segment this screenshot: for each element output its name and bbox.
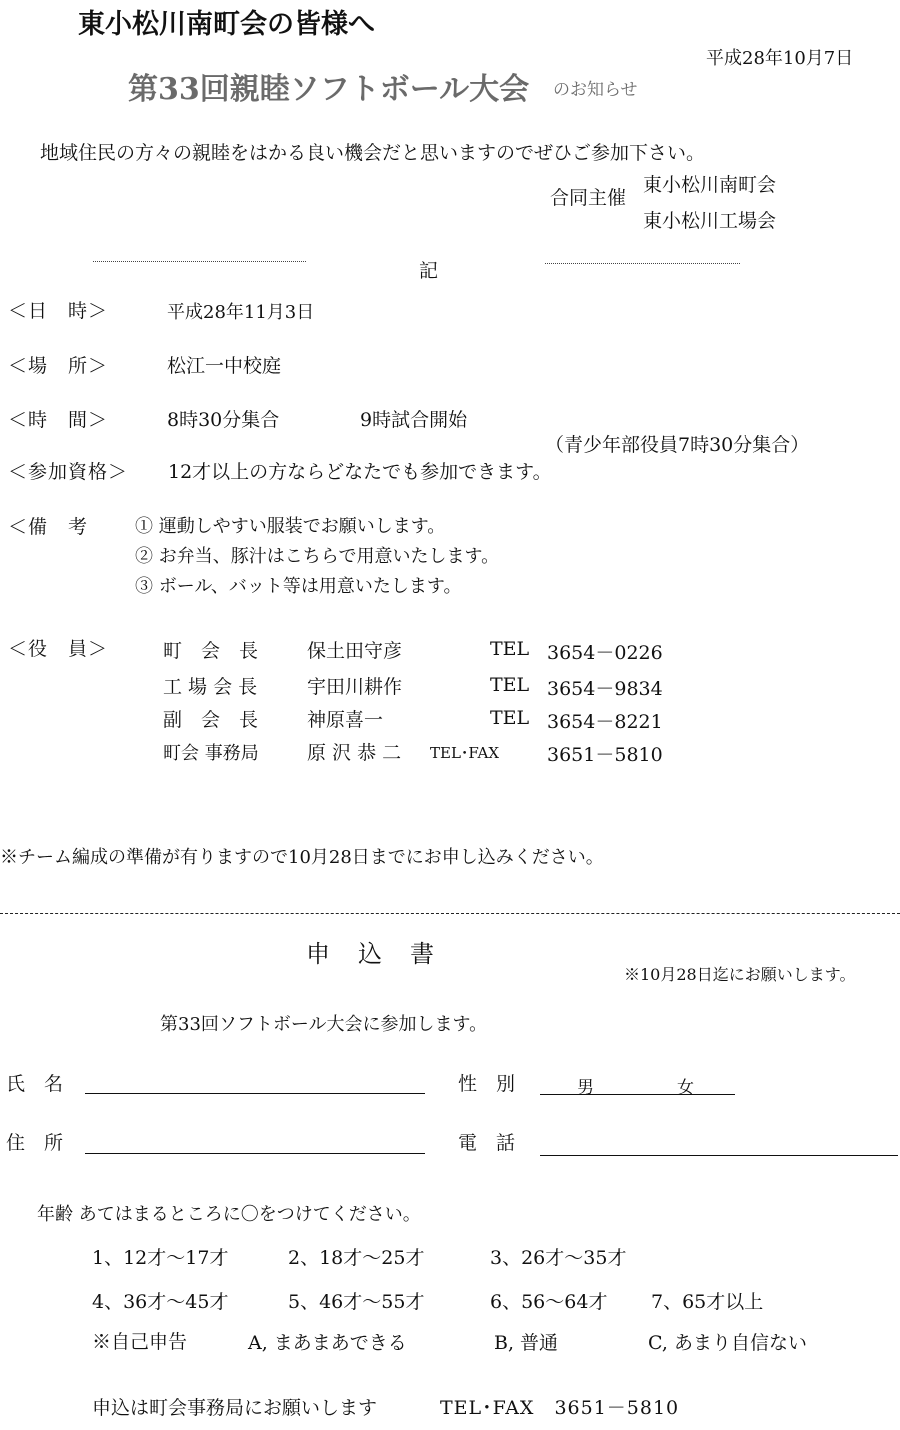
organizer-name: 東小松川南町会 [643, 174, 777, 196]
eligibility-label: ＜参加資格＞ [8, 461, 129, 483]
officer-name: 宇田川耕作 [307, 676, 403, 698]
officer-role: 町会 事務局 [163, 743, 259, 764]
datetime-value: 平成28年11月3日 [167, 302, 315, 323]
gender-field [540, 1094, 735, 1095]
place-label: ＜場 所＞ [8, 355, 109, 377]
phone-field[interactable] [540, 1155, 898, 1156]
organizer-label: 合同主催 [550, 187, 627, 209]
remark-item: ② お弁当、豚汁はこちらで用意いたします。 [135, 546, 500, 567]
officer-name: 原 沢 恭 二 [307, 742, 402, 764]
self-assessment-option[interactable]: C, あまり自信ない [648, 1332, 807, 1354]
age-option[interactable]: 7、65才以上 [651, 1291, 764, 1313]
officer-tel: 3654－8221 [547, 711, 663, 733]
gender-male-option[interactable]: 男 [577, 1078, 594, 1098]
age-instruction: 年齢 あてはまるところに〇をつけてください。 [37, 1204, 421, 1225]
officer-role: 工 場 会 長 [163, 676, 258, 698]
age-option[interactable]: 2、18才～25才 [288, 1247, 425, 1269]
officer-tel-label: TEL [490, 638, 530, 660]
self-assessment-label: ※自己申告 [92, 1331, 188, 1353]
officer-name: 保土田守彦 [307, 640, 403, 662]
officer-tel-label: TEL･FAX [430, 744, 500, 762]
officer-tel: 3654－0226 [547, 642, 663, 664]
self-assessment-option[interactable]: A, まあまあできる [248, 1332, 407, 1354]
age-option[interactable]: 4、36才～45才 [92, 1291, 229, 1313]
name-label: 氏 名 [6, 1073, 64, 1095]
officer-name: 神原喜一 [307, 709, 384, 731]
cut-line [0, 913, 900, 914]
form-statement: 第33回ソフトボール大会に参加します。 [160, 1014, 488, 1035]
remark-item: ① 運動しやすい服装でお願いします。 [135, 516, 446, 537]
start-time: 9時試合開始 [360, 409, 468, 431]
assembly-time: 8時30分集合 [167, 409, 280, 431]
age-option[interactable]: 3、26才～35才 [490, 1247, 627, 1269]
place-value: 松江一中校庭 [167, 355, 282, 377]
remarks-label: ＜備 考 [8, 516, 89, 538]
age-option[interactable]: 1、12才～17才 [92, 1247, 229, 1269]
submit-tel: TEL･FAX 3651－5810 [440, 1397, 680, 1419]
ki-label: 記 [419, 260, 439, 282]
name-field[interactable] [85, 1093, 425, 1094]
officer-tel: 3651－5810 [547, 744, 663, 766]
divider-right [545, 263, 740, 264]
notice-date: 平成28年10月7日 [706, 48, 854, 69]
submit-note: 申込は町会事務局にお願いします [92, 1397, 378, 1419]
datetime-label: ＜日 時＞ [8, 300, 109, 322]
intro-text: 地域住民の方々の親睦をはかる良い機会だと思いますのでぜひご参加下さい。 [40, 142, 706, 164]
staff-assembly-note: （青少年部役員7時30分集合） [545, 434, 810, 456]
officer-tel-label: TEL [490, 674, 530, 696]
officers-label: ＜役 員＞ [8, 638, 109, 660]
event-title: 第33回親睦ソフトボール大会 [128, 72, 530, 107]
officer-role: 副 会 長 [163, 709, 259, 731]
remark-item: ③ ボール、バット等は用意いたします。 [135, 576, 462, 597]
form-title: 申 込 書 [306, 940, 436, 968]
form-deadline: ※10月28日迄にお願いします。 [624, 965, 856, 984]
organizer-name: 東小松川工場会 [643, 210, 777, 232]
deadline-note: ※チーム編成の準備が有りますので10月28日までにお申し込みください。 [0, 847, 604, 868]
phone-label: 電 話 [458, 1132, 516, 1154]
time-label: ＜時 間＞ [8, 409, 109, 431]
self-assessment-option[interactable]: B, 普通 [494, 1332, 559, 1354]
divider-left [93, 261, 306, 262]
officer-role: 町 会 長 [163, 640, 259, 662]
age-option[interactable]: 5、46才～55才 [288, 1291, 425, 1313]
address-label: 住 所 [6, 1132, 64, 1154]
address-field[interactable] [85, 1153, 425, 1154]
gender-female-option[interactable]: 女 [677, 1078, 694, 1098]
addressee: 東小松川南町会の皆様へ [78, 9, 375, 40]
eligibility-value: 12才以上の方ならどなたでも参加できます。 [168, 461, 552, 483]
event-title-suffix: のお知らせ [553, 80, 638, 100]
age-option[interactable]: 6、56～64才 [490, 1291, 608, 1313]
officer-tel-label: TEL [490, 707, 530, 729]
officer-tel: 3654－9834 [547, 678, 663, 700]
gender-label: 性 別 [458, 1073, 516, 1095]
